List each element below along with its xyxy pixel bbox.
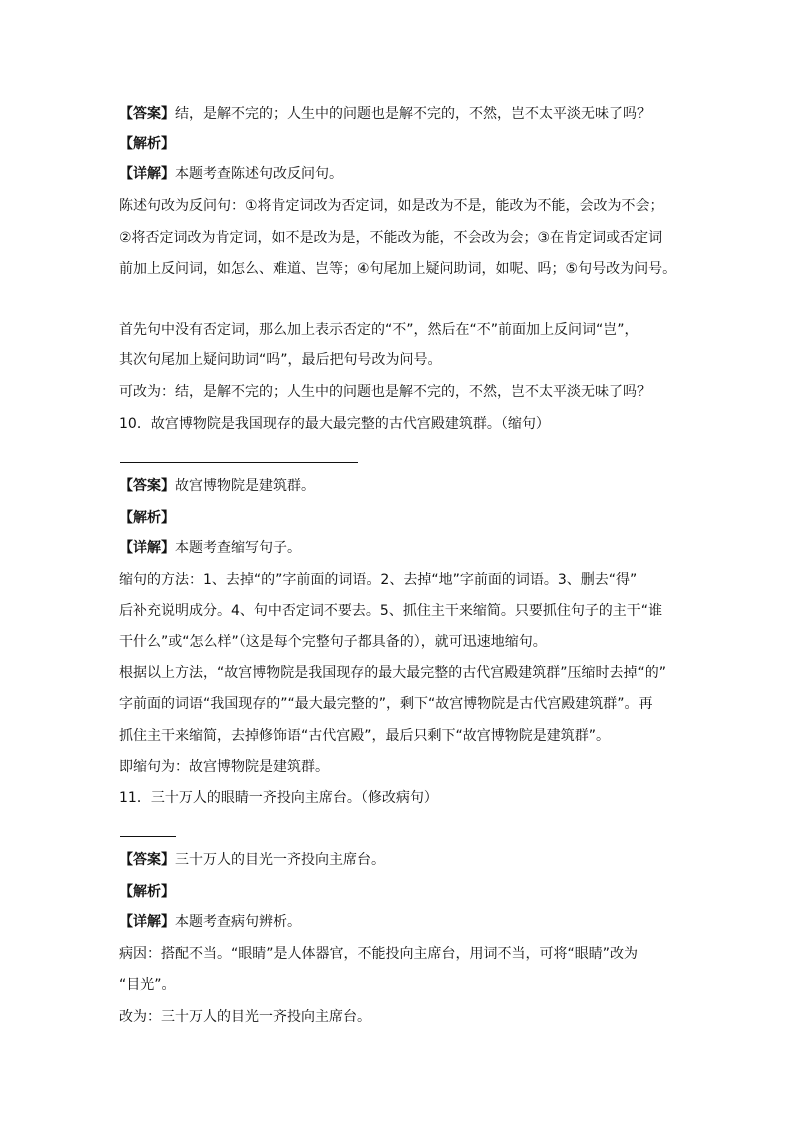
q10-answer-blank [120, 462, 358, 463]
q9-para1-line1: 陈述句改为反问句：①将肯定词改为否定词，如是改为不是，能改为不能，会改为不会； [119, 198, 664, 214]
q11-answer-text: 三十万人的目光一齐投向主席台。 [175, 852, 385, 868]
q9-para1-line3: 前加上反问词，如怎么、难道、岂等；④句尾加上疑问助词，如呢、吗；⑤句号改为问号。 [119, 261, 677, 277]
q10-detail-text: 本题考查缩写句子。 [175, 540, 301, 556]
q9-detail-text: 本题考查陈述句改反问句。 [175, 166, 343, 182]
q10-para1-line3: 干什么”或“怎么样”（这是每个完整句子都具备的），就可迅速地缩句。 [119, 634, 547, 650]
q11-answer-line [119, 850, 385, 870]
q10-para1-line1: 缩句的方法：1、去掉“的”字前面的词语。2、去掉“地”字前面的词语。3、删去“得” [119, 572, 638, 588]
q10-analysis-label: 【解析】 [119, 510, 175, 526]
q10-para2-line1: 根据以上方法，“故宫博物院是我国现存的最大最完整的古代宫殿建筑群”压缩时去掉“的” [119, 665, 667, 681]
q10-detail-label: 【详解】 [119, 540, 175, 556]
q9-answer-text: 结，是解不完的；人生中的问题也是解不完的，不然，岂不太平淡无味了吗？ [175, 106, 651, 122]
q10-answer-line [119, 476, 315, 496]
q9-answer-label: 【答案】 [119, 106, 175, 122]
q11-conclusion: 改为：三十万人的目光一齐投向主席台。 [119, 1009, 371, 1025]
q11-detail-line [119, 912, 301, 932]
q11-para1-line2: “目光”。 [119, 977, 176, 993]
q11-question: 11．三十万人的眼睛一齐投向主席台。（修改病句） [119, 790, 438, 806]
q11-para1-line1: 病因：搭配不当。“眼睛”是人体器官，不能投向主席台，用词不当，可将“眼睛”改为 [119, 946, 639, 962]
q9-para2-line1: 首先句中没有否定词，那么加上表示否定的“不”，然后在“不”前面加上反问词“岂”， [119, 322, 639, 338]
q10-conclusion: 即缩句为：故宫博物院是建筑群。 [119, 759, 329, 775]
q11-answer-label: 【答案】 [119, 852, 175, 868]
q11-answer-blank [120, 836, 176, 837]
q10-answer-text: 故宫博物院是建筑群。 [175, 478, 315, 494]
q9-answer-line [119, 104, 651, 124]
q9-para2-line2: 其次句尾加上疑问助词“吗”，最后把句号改为问号。 [119, 352, 442, 368]
q10-para1-line2: 后补充说明成分。4、句中否定词不要去。5、抓住主干来缩简。只要抓住句子的主干“谁 [119, 603, 663, 619]
q10-para2-line3: 抓住主干来缩简，去掉修饰语“古代宫殿”，最后只剩下“故宫博物院是建筑群”。 [119, 728, 611, 744]
q10-answer-label: 【答案】 [119, 478, 175, 494]
q9-conclusion: 可改为：结，是解不完的；人生中的问题也是解不完的，不然，岂不太平淡无味了吗？ [119, 384, 651, 400]
q9-analysis-label: 【解析】 [119, 136, 175, 152]
q11-analysis-label: 【解析】 [119, 884, 175, 900]
q9-detail-label: 【详解】 [119, 166, 175, 182]
q9-detail-line [119, 164, 343, 184]
q9-para1-line2: ②将否定词改为肯定词，如不是改为是，不能改为能，不会改为会；③在肯定词或否定词 [119, 230, 663, 246]
q10-detail-line [119, 538, 301, 558]
q10-question: 10．故宫博物院是我国现存的最大最完整的古代宫殿建筑群。（缩句） [119, 416, 550, 432]
q10-para2-line2: 字前面的词语“我国现存的”“最大最完整的”，剩下“故宫博物院是古代宫殿建筑群”。再 [119, 696, 653, 712]
q11-detail-text: 本题考查病句辨析。 [175, 914, 301, 930]
q11-detail-label: 【详解】 [119, 914, 175, 930]
